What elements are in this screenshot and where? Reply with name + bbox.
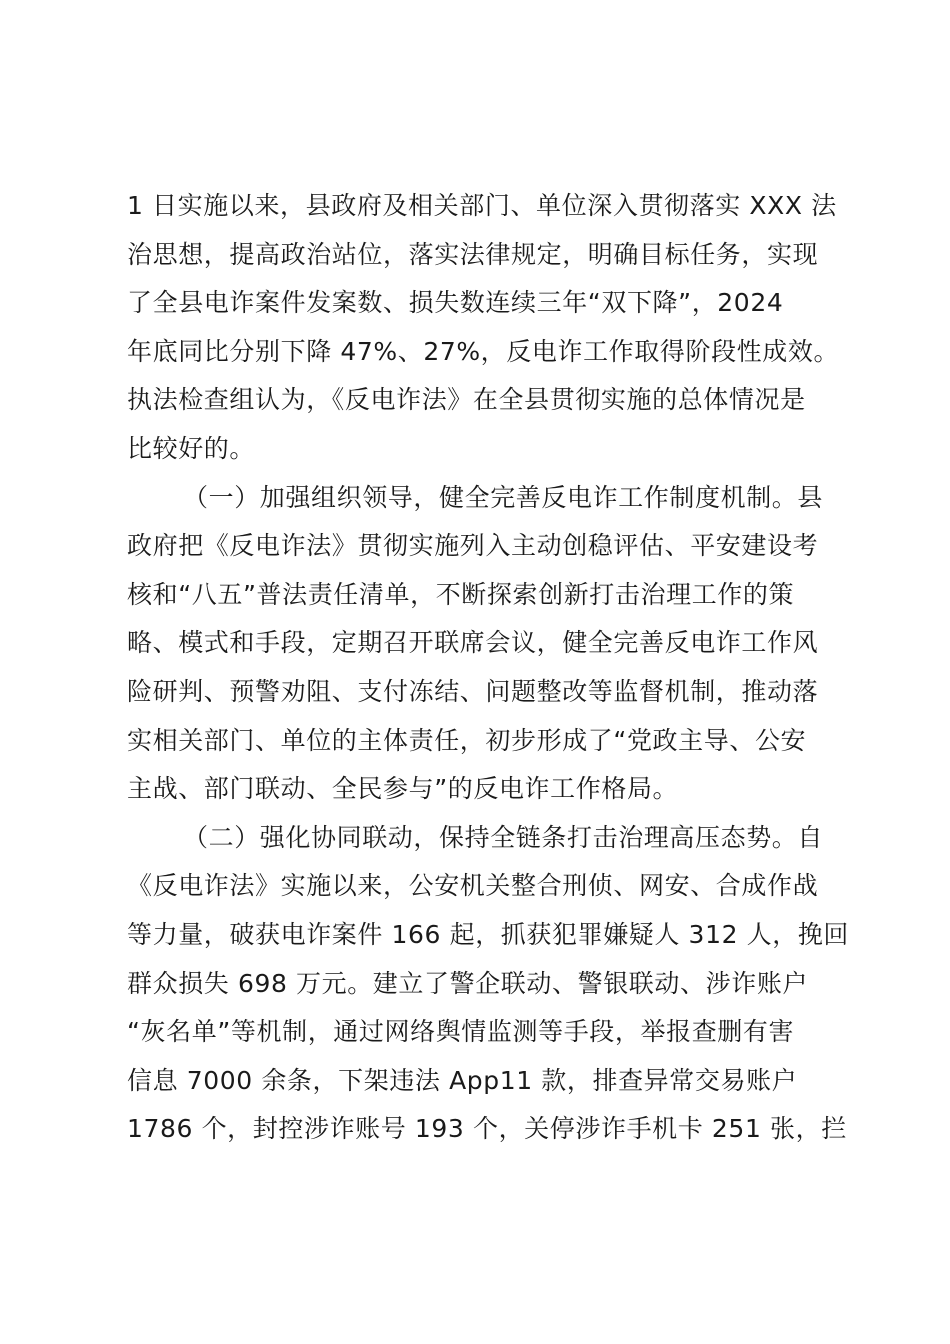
text-line: 险研判、预警劝阻、支付冻结、问题整改等监督机制，推动落 — [127, 676, 819, 706]
text-line: 略、模式和手段，定期召开联席会议，健全完善反电诈工作风 — [127, 628, 819, 658]
text-line: 了全县电诈案件发案数、损失数连续三年“双下降”，2024 — [127, 288, 784, 318]
text-line: 群众损失 698 万元。建立了警企联动、警银联动、涉诈账户 — [127, 968, 809, 998]
paragraph-heading-line: （一）加强组织领导，健全完善反电诈工作制度机制。县 — [183, 482, 824, 512]
text-line: “灰名单”等机制，通过网络舆情监测等手段，举报查删有害 — [127, 1017, 795, 1047]
text-line: 比较好的。 — [127, 433, 256, 463]
text-line: 治思想，提高政治站位，落实法律规定，明确目标任务，实现 — [127, 239, 819, 269]
text-line: 政府把《反电诈法》贯彻实施列入主动创稳评估、平安建设考 — [127, 531, 819, 561]
text-line: 《反电诈法》实施以来，公安机关整合刑侦、网安、合成作战 — [127, 871, 819, 901]
text-line: 1786 个，封控涉诈账号 193 个，关停涉诈手机卡 251 张，拦 — [127, 1114, 847, 1144]
text-line: 主战、部门联动、全民参与”的反电诈工作格局。 — [127, 774, 679, 804]
text-line: 执法检查组认为，《反电诈法》在全县贯彻实施的总体情况是 — [127, 385, 806, 415]
text-line: 实相关部门、单位的主体责任，初步形成了“党政主导、公安 — [127, 725, 807, 755]
text-line: 信息 7000 余条，下架违法 App11 款，排查异常交易账户 — [127, 1065, 798, 1095]
text-line: 年底同比分别下降 47%、27%，反电诈工作取得阶段性成效。 — [127, 336, 840, 366]
text-line: 核和“八五”普法责任清单，不断探索创新打击治理工作的策 — [127, 579, 795, 609]
document-body — [127, 182, 850, 1154]
paragraph-heading-line: （二）强化协同联动，保持全链条打击治理高压态势。自 — [183, 822, 824, 852]
text-line: 1 日实施以来，县政府及相关部门、单位深入贯彻落实 XXX 法 — [127, 191, 837, 220]
text-line: 等力量，破获电诈案件 166 起，抓获犯罪嫌疑人 312 人，挽回 — [127, 919, 850, 949]
